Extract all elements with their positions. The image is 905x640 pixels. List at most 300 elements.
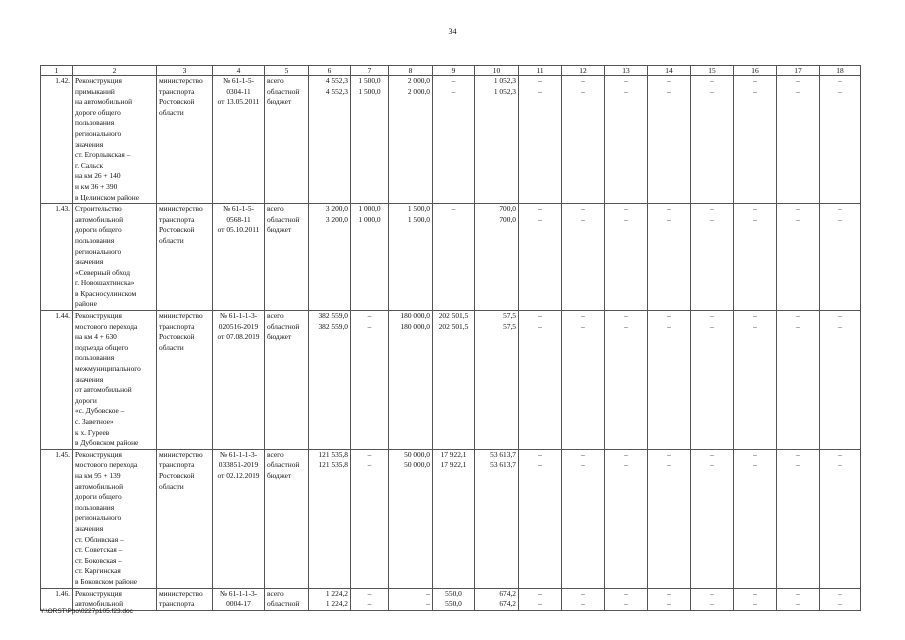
page-number: 34	[448, 27, 457, 36]
dash-cell: –	[710, 214, 714, 224]
value-v7-line: 1 000,0	[358, 204, 381, 214]
funding-source-line: областной	[267, 214, 300, 224]
dash-cell: –	[838, 204, 842, 214]
value-empty-col	[605, 449, 648, 588]
object-name-line: регионального	[75, 128, 122, 138]
dash-cell: –	[581, 311, 585, 321]
dash-cell: –	[796, 76, 800, 85]
value-v7-line: –	[367, 449, 372, 459]
dash-cell: –	[753, 311, 757, 321]
dash-cell: –	[710, 588, 714, 598]
column-header: 10	[475, 66, 519, 76]
value-empty-col	[648, 311, 691, 450]
value-v7	[351, 204, 389, 311]
object-name-line: значения	[75, 139, 104, 149]
value-v9-line: –	[451, 86, 456, 96]
dash-cell: –	[710, 76, 714, 85]
object-name-line: пользования	[75, 353, 115, 363]
value-empty-col	[519, 76, 562, 204]
value-empty-col	[648, 204, 691, 311]
dash-cell: –	[581, 76, 585, 85]
value-v6-line: 121 535,8	[318, 449, 348, 459]
header-row	[41, 66, 861, 76]
funding-source	[265, 204, 309, 311]
value-v9-line: –	[451, 204, 456, 214]
dash-cell: –	[624, 214, 628, 224]
row-number: 1.42.	[41, 76, 73, 204]
agency	[157, 76, 213, 204]
dash-cell: –	[838, 599, 842, 609]
object-name-line: Реконструкция	[75, 588, 122, 598]
value-v6	[309, 311, 351, 450]
value-empty-col	[691, 76, 734, 204]
value-v8	[389, 311, 433, 450]
value-empty-col	[648, 76, 691, 204]
value-v7-line: –	[367, 460, 372, 470]
dash-cell: –	[753, 599, 757, 609]
dash-cell: –	[796, 588, 800, 598]
value-empty-col	[691, 449, 734, 588]
agency-line: министерство	[159, 76, 203, 85]
value-empty-col	[777, 204, 820, 311]
agency-line: министерство	[159, 311, 203, 321]
table-row	[41, 588, 861, 610]
value-v7	[351, 76, 389, 204]
dash-cell: –	[838, 76, 842, 85]
agency-line: транспорта	[159, 321, 195, 331]
value-v6	[309, 588, 351, 610]
agency	[157, 311, 213, 450]
value-empty-col	[562, 204, 605, 311]
dash-cell: –	[538, 76, 542, 85]
object-name-line: ст. Каргинская	[75, 566, 121, 576]
object-name-line: автомобильной	[75, 214, 124, 224]
value-v6-line: 382 559,0	[318, 321, 348, 331]
value-empty-col	[777, 76, 820, 204]
value-v8-line: 2 000,0	[407, 76, 430, 85]
value-empty-col	[605, 204, 648, 311]
dash-cell: –	[538, 599, 542, 609]
dash-cell: –	[581, 214, 585, 224]
document-ref-line: № 61-1-1-3-	[219, 449, 258, 459]
funding-source-line: бюджет	[267, 470, 292, 480]
document-ref-line: 0304-11	[226, 86, 251, 96]
value-v6-line: 3 200,0	[325, 204, 348, 214]
value-v6	[309, 76, 351, 204]
value-empty-col	[691, 311, 734, 450]
value-v10-line: 53 613,7	[490, 460, 516, 470]
value-v10-line: 674,2	[499, 588, 516, 598]
object-name-line: пользования	[75, 502, 115, 512]
agency-line: области	[159, 481, 184, 491]
dash-cell: –	[538, 311, 542, 321]
object-name-line: в Целинском районе	[75, 192, 139, 202]
value-empty-col	[605, 588, 648, 610]
value-v6-line: 3 200,0	[325, 214, 348, 224]
value-v8-line: 180 000,0	[400, 311, 430, 321]
value-v7-line: 1 500,0	[358, 86, 381, 96]
dash-cell: –	[710, 204, 714, 214]
value-v10	[475, 76, 519, 204]
value-v9	[433, 311, 475, 450]
dash-cell: –	[624, 588, 628, 598]
document-ref	[213, 449, 265, 588]
row-number: 1.43.	[41, 204, 73, 311]
document-ref	[213, 204, 265, 311]
dash-cell: –	[538, 204, 542, 214]
value-empty-col	[820, 311, 861, 450]
column-header: 5	[265, 66, 309, 76]
funding-source-line: бюджет	[267, 97, 292, 107]
object-name-line: дороге общего	[75, 107, 121, 117]
object-name-line: подъезда общего	[75, 342, 129, 352]
object-name	[73, 311, 157, 450]
dash-cell: –	[667, 214, 671, 224]
dash-cell: –	[667, 204, 671, 214]
funding-source	[265, 588, 309, 610]
dash-cell: –	[753, 321, 757, 331]
value-empty-col	[820, 449, 861, 588]
value-v10-line: 57,5	[503, 311, 516, 321]
dash-cell: –	[624, 599, 628, 609]
column-header: 3	[157, 66, 213, 76]
dash-cell: –	[624, 76, 628, 85]
value-empty-col	[519, 449, 562, 588]
dash-cell: –	[581, 321, 585, 331]
value-empty-col	[734, 588, 777, 610]
value-v10-line: 57,5	[503, 321, 516, 331]
dash-cell: –	[796, 599, 800, 609]
dash-cell: –	[710, 321, 714, 331]
object-name-line: в Дубовском районе	[75, 438, 139, 448]
dash-cell: –	[667, 76, 671, 85]
funding-source-line: всего	[267, 588, 284, 598]
object-name-line: дороги общего	[75, 225, 122, 235]
object-name-line: дороги общего	[75, 492, 122, 502]
object-name-line: г. Новошахтинска»	[75, 278, 135, 288]
value-v8-line: 50 000,0	[404, 449, 430, 459]
dash-cell: –	[624, 449, 628, 459]
value-v8-line: –	[426, 588, 430, 598]
object-name-line: в Боковском районе	[75, 576, 138, 586]
object-name-line: ст. Советская –	[75, 545, 123, 555]
document-ref	[213, 311, 265, 450]
object-name-line: пользования	[75, 118, 115, 128]
column-header: 14	[648, 66, 691, 76]
value-v7-line: –	[367, 588, 372, 598]
column-header: 18	[820, 66, 861, 76]
column-header: 4	[213, 66, 265, 76]
value-v8-line: –	[426, 599, 430, 609]
value-empty-col	[562, 76, 605, 204]
dash-cell: –	[581, 460, 585, 470]
dash-cell: –	[538, 588, 542, 598]
document-ref-line: 0004-17	[226, 599, 251, 609]
value-v7	[351, 449, 389, 588]
value-v7	[351, 311, 389, 450]
row-number: 1.45.	[41, 449, 73, 588]
funding-source-line: областной	[267, 86, 300, 96]
value-empty-col	[648, 449, 691, 588]
document-ref-line: № 61-1-1-3-	[219, 588, 258, 598]
object-name-line: «Северный обход	[75, 267, 130, 277]
value-v9	[433, 204, 475, 311]
object-name-line: пользования	[75, 235, 115, 245]
agency-line: области	[159, 235, 184, 245]
dash-cell: –	[838, 214, 842, 224]
funding-source-line: бюджет	[267, 225, 292, 235]
dash-cell: –	[667, 460, 671, 470]
dash-cell: –	[710, 599, 714, 609]
dash-cell: –	[796, 204, 800, 214]
column-header: 11	[519, 66, 562, 76]
dash-cell: –	[710, 86, 714, 96]
object-name-line: регионального	[75, 513, 122, 523]
value-v8	[389, 76, 433, 204]
object-name-line: автомобильной	[75, 599, 124, 609]
dash-cell: –	[753, 76, 757, 85]
agency-line: министерство	[159, 449, 203, 459]
dash-cell: –	[753, 588, 757, 598]
value-v7-line: –	[367, 599, 372, 609]
value-empty-col	[562, 311, 605, 450]
value-v6-line: 1 224,2	[325, 588, 348, 598]
value-v8-line: 1 500,0	[407, 214, 430, 224]
value-v8	[389, 588, 433, 610]
agency-line: Ростовской	[159, 225, 195, 235]
document-ref-line: 020516-2019	[218, 321, 259, 331]
table-row	[41, 449, 861, 588]
column-header: 6	[309, 66, 351, 76]
object-name-line: межмуниципального	[75, 364, 141, 374]
funding-source-line: бюджет	[267, 332, 292, 342]
dash-cell: –	[710, 449, 714, 459]
budget-table	[40, 65, 861, 611]
document-ref-line: № 61-1-1-3-	[219, 311, 258, 321]
value-v6-line: 121 535,8	[318, 460, 348, 470]
dash-cell: –	[624, 204, 628, 214]
object-name	[73, 588, 157, 610]
dash-cell: –	[838, 311, 842, 321]
dash-cell: –	[667, 588, 671, 598]
column-header: 17	[777, 66, 820, 76]
value-v6	[309, 204, 351, 311]
value-empty-col	[691, 588, 734, 610]
funding-source-line: областной	[267, 460, 300, 470]
column-header: 2	[73, 66, 157, 76]
dash-cell: –	[753, 460, 757, 470]
value-v8-line: 1 500,0	[407, 204, 430, 214]
agency-line: области	[159, 342, 184, 352]
value-v10-line: 1 052,3	[493, 76, 516, 85]
funding-source-line: всего	[267, 449, 284, 459]
object-name-line: на км 95 + 139	[75, 470, 121, 480]
funding-source-line: всего	[267, 311, 284, 321]
document-ref-line: № 61-1-5-	[222, 204, 255, 214]
object-name-line: «с. Дубовское –	[75, 406, 125, 416]
value-empty-col	[691, 204, 734, 311]
dash-cell: –	[796, 86, 800, 96]
object-name-line: Реконструкция	[75, 76, 122, 85]
row-number: 1.44.	[41, 311, 73, 450]
dash-cell: –	[710, 311, 714, 321]
dash-cell: –	[667, 449, 671, 459]
dash-cell: –	[796, 311, 800, 321]
value-v6-line: 382 559,0	[318, 311, 348, 321]
value-empty-col	[777, 311, 820, 450]
value-empty-col	[820, 204, 861, 311]
object-name-line: Строительство	[75, 204, 122, 214]
object-name-line: на автомобильной	[75, 97, 133, 107]
value-v8-line: 2 000,0	[407, 86, 430, 96]
document-ref-line: № 61-1-5-	[222, 76, 255, 85]
object-name-line: от автомобильной	[75, 385, 132, 395]
value-v9-line: 550,0	[445, 588, 462, 598]
value-v9-line: 202 501,5	[438, 321, 469, 331]
agency	[157, 588, 213, 610]
value-v10-line: 700,0	[499, 214, 516, 224]
dash-cell: –	[838, 86, 842, 96]
value-empty-col	[519, 311, 562, 450]
column-header: 9	[433, 66, 475, 76]
value-v6-line: 1 224,2	[325, 599, 348, 609]
dash-cell: –	[838, 460, 842, 470]
object-name-line: ст. Егорлыкская –	[75, 150, 131, 160]
agency-line: министерство	[159, 588, 203, 598]
object-name-line: Реконструкция	[75, 311, 122, 321]
object-name	[73, 204, 157, 311]
value-v10-line: 53 613,7	[490, 449, 516, 459]
object-name-line: значения	[75, 523, 104, 533]
agency-line: Ростовской	[159, 470, 195, 480]
value-v10-line: 1 052,3	[493, 86, 516, 96]
column-header: 1	[41, 66, 73, 76]
dash-cell: –	[538, 460, 542, 470]
value-v7-line: 1 500,0	[358, 76, 381, 85]
dash-cell: –	[667, 599, 671, 609]
agency-line: Ростовской	[159, 332, 195, 342]
value-empty-col	[820, 76, 861, 204]
value-v9-line: 17 922,1	[440, 449, 467, 459]
dash-cell: –	[838, 588, 842, 598]
value-v8	[389, 449, 433, 588]
funding-source-line: областной	[267, 599, 300, 609]
object-name-line: мостового перехода	[75, 321, 138, 331]
value-v10-line: 674,2	[499, 599, 516, 609]
value-empty-col	[519, 588, 562, 610]
value-v10	[475, 588, 519, 610]
dash-cell: –	[838, 321, 842, 331]
funding-source	[265, 76, 309, 204]
dash-cell: –	[667, 86, 671, 96]
dash-cell: –	[624, 321, 628, 331]
agency	[157, 204, 213, 311]
dash-cell: –	[581, 86, 585, 96]
dash-cell: –	[838, 449, 842, 459]
object-name	[73, 76, 157, 204]
dash-cell: –	[581, 599, 585, 609]
value-v9	[433, 76, 475, 204]
value-v9	[433, 588, 475, 610]
object-name-line: примыканий	[75, 86, 115, 96]
value-v6	[309, 449, 351, 588]
column-header: 8	[389, 66, 433, 76]
object-name-line: ст. Обливская –	[75, 534, 124, 544]
value-v8	[389, 204, 433, 311]
dash-cell: –	[796, 460, 800, 470]
value-empty-col	[648, 588, 691, 610]
document-ref	[213, 588, 265, 610]
document-ref-line: от 05.10.2011	[217, 225, 260, 235]
value-v7-line: –	[367, 321, 372, 331]
object-name-line: регионального	[75, 246, 122, 256]
dash-cell: –	[667, 311, 671, 321]
value-v10	[475, 449, 519, 588]
value-empty-col	[605, 311, 648, 450]
agency-line: Ростовской	[159, 97, 195, 107]
object-name-line: ст. Боковская –	[75, 555, 122, 565]
table-row	[41, 311, 861, 450]
dash-cell: –	[581, 588, 585, 598]
object-name-line: на км 4 + 630	[75, 332, 117, 342]
column-header: 7	[351, 66, 389, 76]
value-empty-col	[734, 76, 777, 204]
value-v9-line: 550,0	[445, 599, 462, 609]
document-ref-line: от 02.12.2019	[217, 470, 260, 480]
value-v9	[433, 449, 475, 588]
table-row	[41, 204, 861, 311]
object-name-line: г. Сальск	[75, 160, 104, 170]
value-v9-line: –	[451, 76, 456, 85]
dash-cell: –	[538, 214, 542, 224]
dash-cell: –	[753, 449, 757, 459]
dash-cell: –	[581, 204, 585, 214]
object-name-line: мостового перехода	[75, 460, 138, 470]
agency-line: транспорта	[159, 599, 195, 609]
value-v8-line: 50 000,0	[404, 460, 430, 470]
object-name-line: значения	[75, 257, 104, 267]
agency-line: транспорта	[159, 214, 195, 224]
dash-cell: –	[624, 86, 628, 96]
object-name-line: Реконструкция	[75, 449, 122, 459]
row-number: 1.46.	[41, 588, 73, 610]
dash-cell: –	[753, 86, 757, 96]
value-v6-line: 4 552,3	[325, 76, 348, 85]
funding-source-line: всего	[267, 204, 284, 214]
dash-cell: –	[753, 204, 757, 214]
value-empty-col	[605, 76, 648, 204]
document-ref	[213, 76, 265, 204]
object-name-line: на км 26 + 140	[75, 171, 121, 181]
object-name-line: и км 36 + 390	[75, 181, 118, 191]
funding-source-line: областной	[267, 321, 300, 331]
value-v10	[475, 311, 519, 450]
value-empty-col	[562, 449, 605, 588]
agency	[157, 449, 213, 588]
object-name-line: значения	[75, 374, 104, 384]
value-v8-line: 180 000,0	[400, 321, 430, 331]
value-empty-col	[777, 449, 820, 588]
object-name-line: в Красносулинском	[75, 288, 137, 298]
dash-cell: –	[796, 321, 800, 331]
funding-source-line: всего	[267, 76, 284, 85]
dash-cell: –	[624, 311, 628, 321]
dash-cell: –	[581, 449, 585, 459]
agency-line: области	[159, 107, 184, 117]
object-name-line: с. Заветное»	[75, 417, 114, 426]
dash-cell: –	[796, 449, 800, 459]
dash-cell: –	[667, 321, 671, 331]
